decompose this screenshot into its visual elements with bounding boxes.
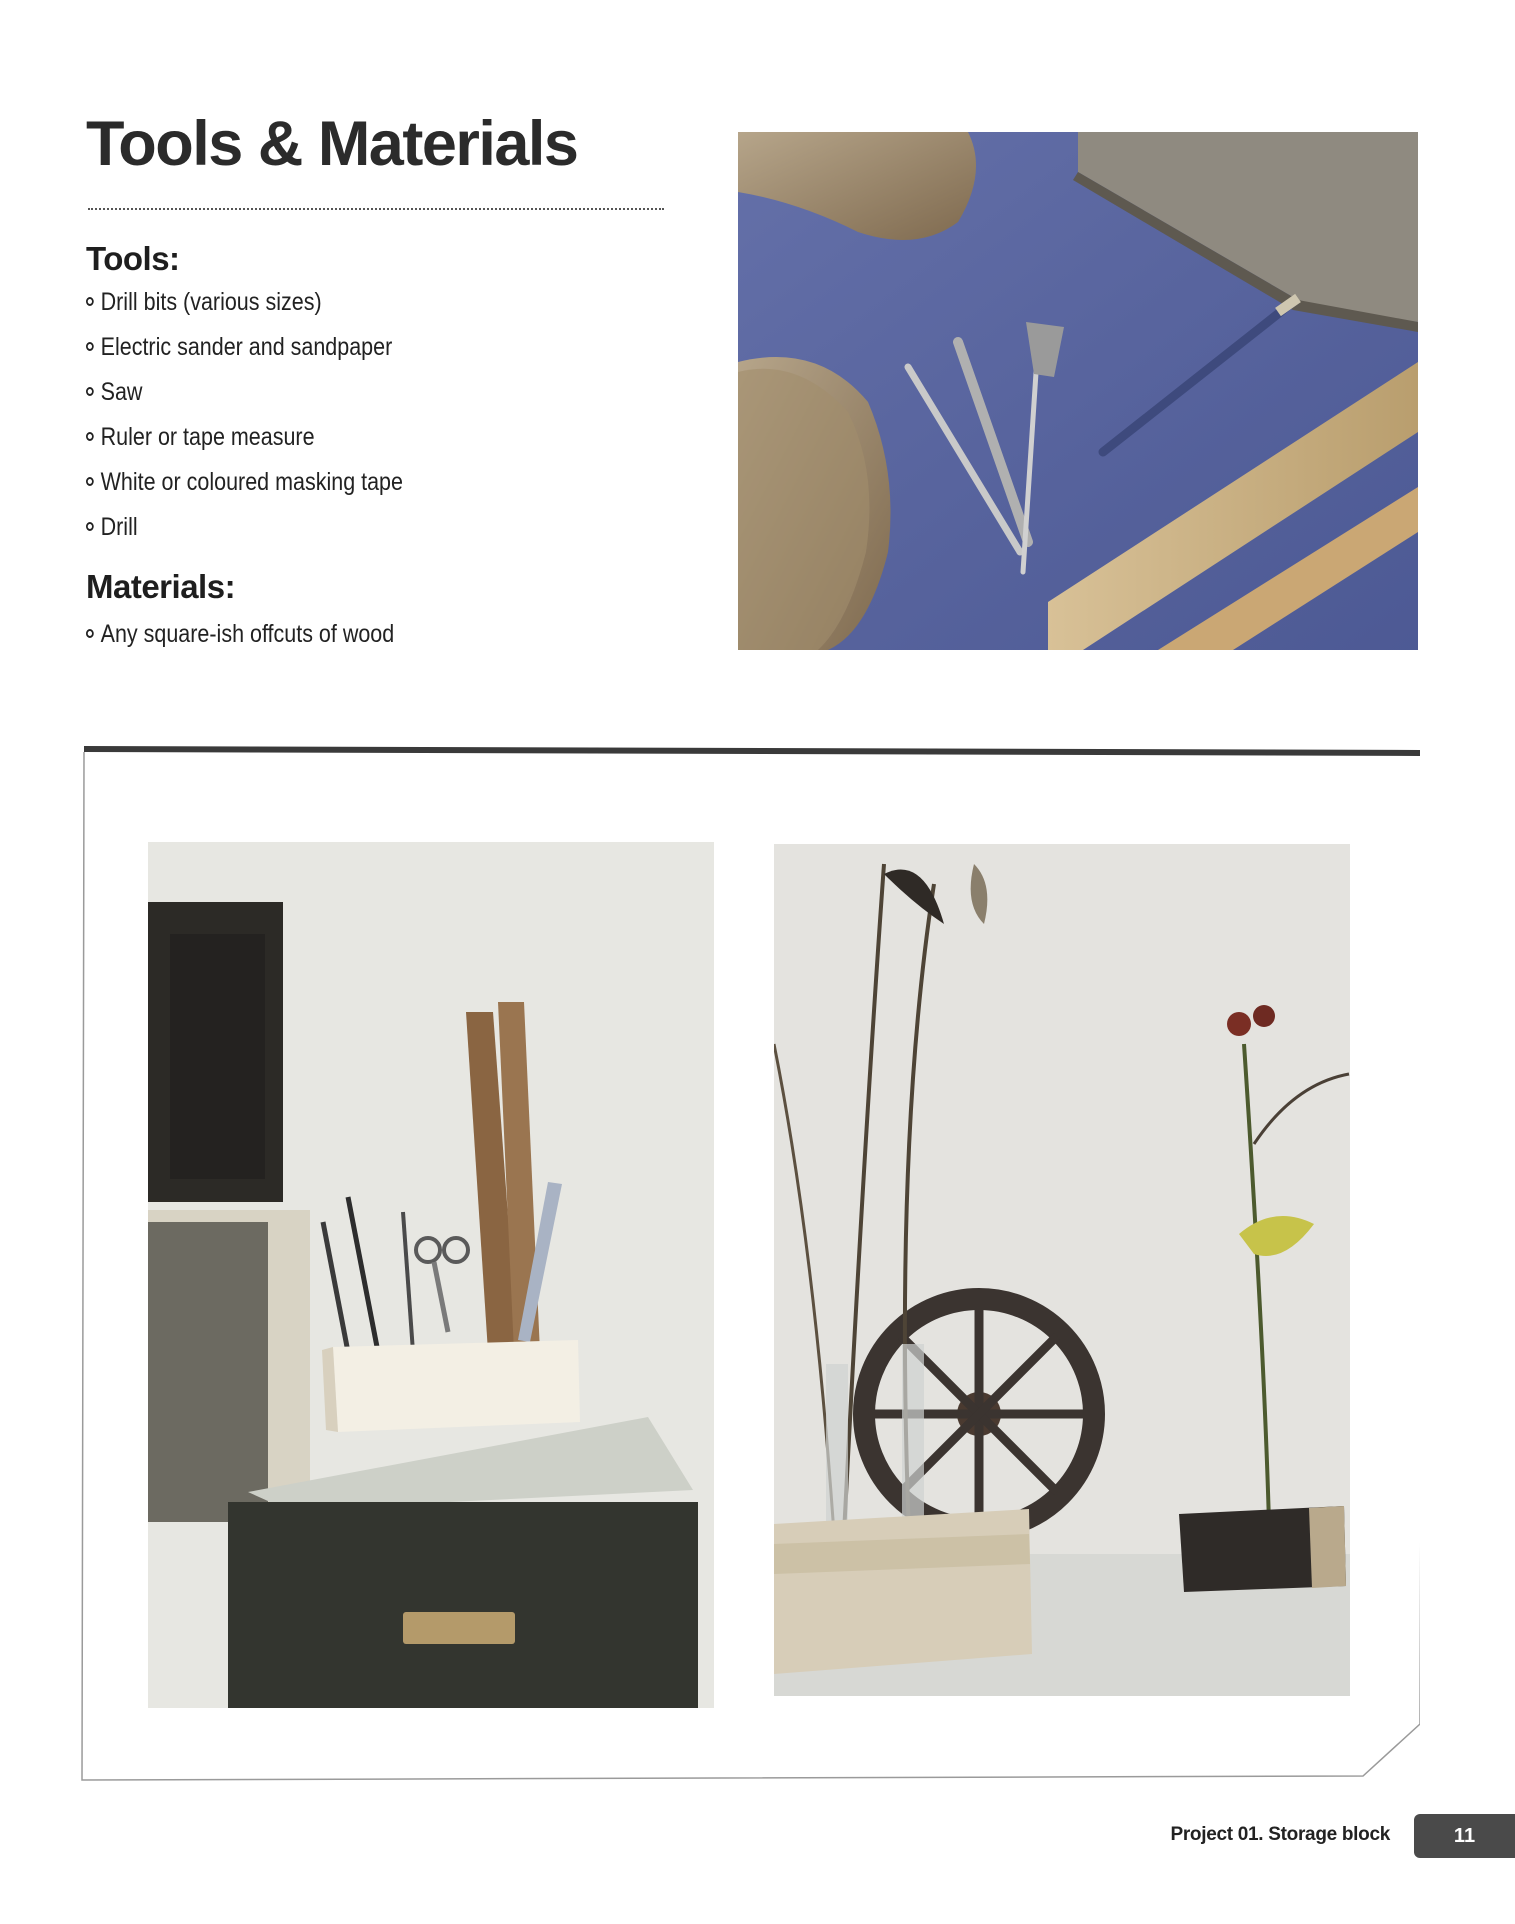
plant-blocks-photo — [774, 844, 1350, 1696]
list-item: Drill bits (various sizes) — [86, 280, 403, 325]
page-title: Tools & Materials — [86, 109, 578, 179]
bullet-icon — [86, 629, 94, 638]
materials-heading: Materials: — [86, 568, 236, 605]
bullet-icon — [86, 477, 94, 486]
list-item: Drill — [86, 505, 403, 550]
list-item: Any square-ish offcuts of wood — [86, 612, 394, 657]
list-item: Ruler or tape measure — [86, 415, 403, 460]
bullet-icon — [86, 432, 94, 441]
tools-photo — [738, 132, 1418, 650]
title-divider — [88, 208, 664, 210]
page-number-badge: 11 — [1414, 1814, 1515, 1858]
bullet-icon — [86, 522, 94, 531]
list-item: Electric sander and sandpaper — [86, 325, 403, 370]
bullet-icon — [86, 387, 94, 396]
bullet-icon — [86, 297, 94, 306]
storage-block-photo — [148, 842, 714, 1708]
materials-list — [86, 612, 444, 657]
list-item: Saw — [86, 370, 403, 415]
bullet-icon — [86, 342, 94, 351]
tools-list — [86, 280, 455, 550]
tools-heading: Tools: — [86, 240, 180, 277]
footer-project-label: Project 01. Storage block — [1170, 1824, 1390, 1845]
list-item: White or coloured masking tape — [86, 460, 403, 505]
